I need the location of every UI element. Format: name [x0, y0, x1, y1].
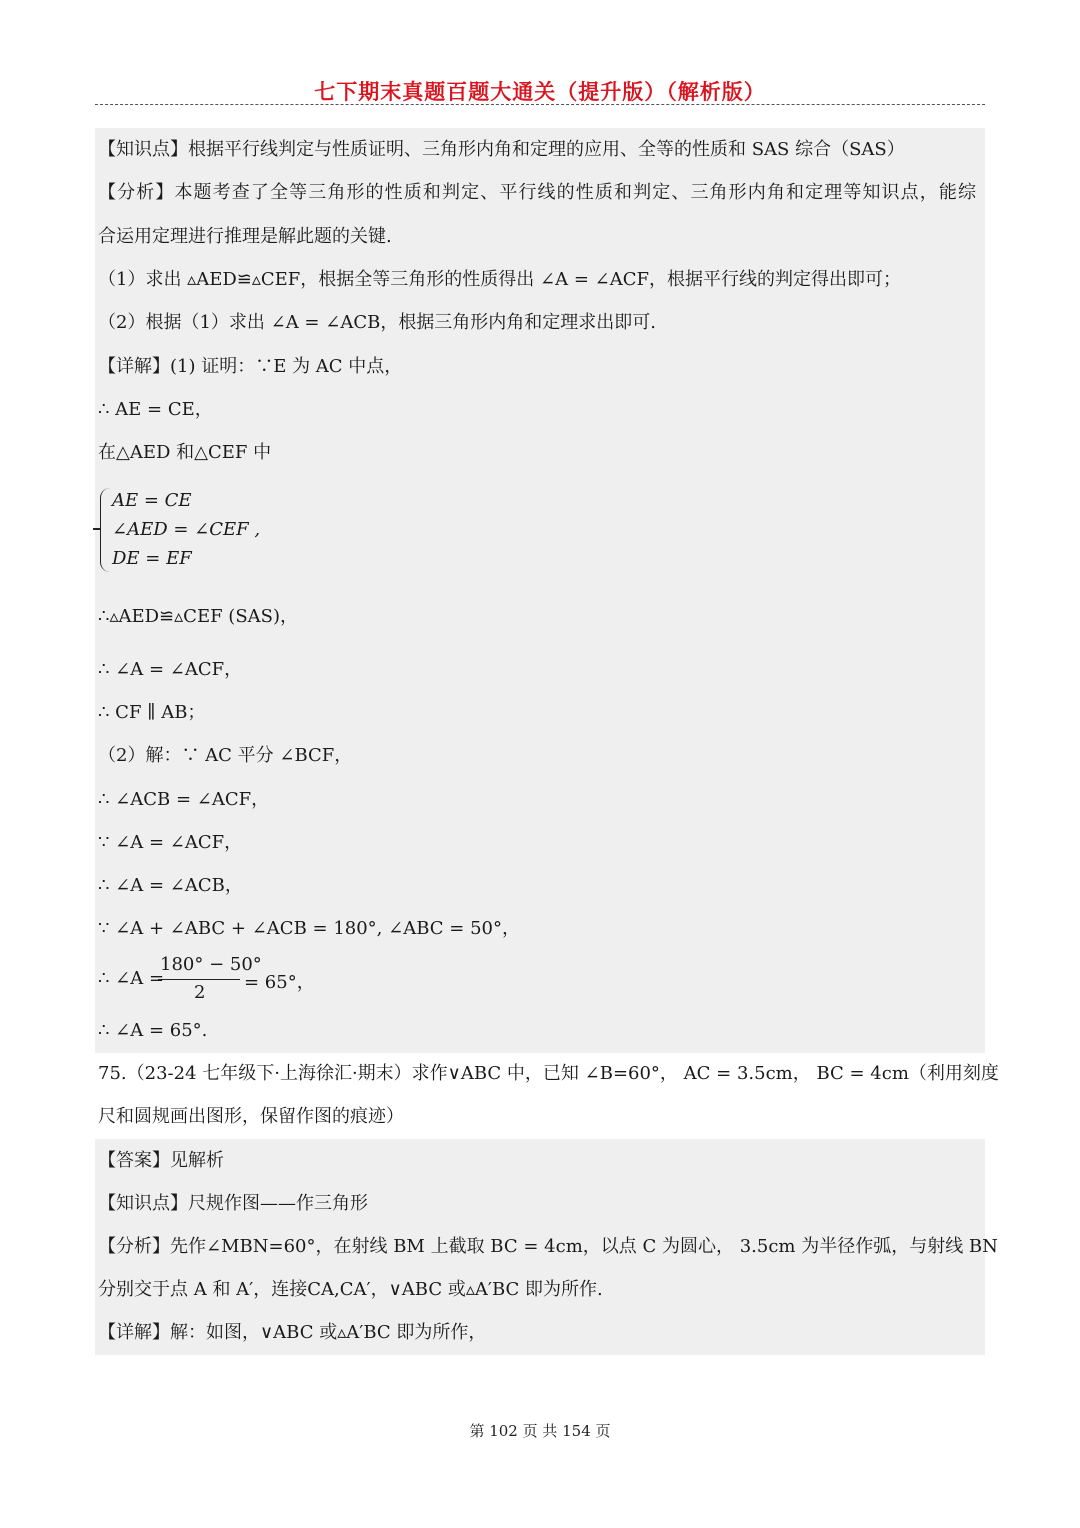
- fraction-rhs: = 65°，: [244, 972, 315, 993]
- analysis-step-1: （1）求出 ▵AED≌▵CEF，根据全等三角形的性质得出 ∠A = ∠ACF，根据平行线的判定得出即可；: [98, 269, 901, 290]
- condition-row: AE = CE: [112, 490, 192, 511]
- document-title: 七下期末真题百题大通关（提升版）（解析版）: [314, 80, 766, 104]
- proof-line: ∴ ∠ACB = ∠ACF，: [98, 789, 270, 810]
- fraction-numerator: 180° − 50°: [160, 954, 262, 975]
- proof-line: ∴ ∠A = ∠ACB，: [98, 875, 243, 896]
- knowledge-point-line: 【知识点】根据平行线判定与性质证明、三角形内角和定理的应用、全等的性质和 SAS 综合（SAS）: [98, 139, 905, 160]
- question-75-line-2: 尺和圆规画出图形，保留作图的痕迹）: [98, 1106, 404, 1127]
- answer-line: 【答案】见解析: [98, 1150, 224, 1171]
- page-number: 第 102 页 共 154 页: [469, 1422, 611, 1440]
- proof-line: ∴▵AED≌▵CEF (SAS)，: [98, 606, 299, 627]
- analysis-line-1: 【分析】先作∠MBN=60°，在射线 BM 上截取 BC = 4cm，以点 C 为圆心， 3.5cm 为半径作弧，与射线 BN: [98, 1236, 998, 1257]
- proof-line: ∵ ∠A + ∠ABC + ∠ACB = 180°, ∠ABC = 50°，: [98, 918, 520, 939]
- proof-line: ∴ CF ∥ AB；: [98, 702, 206, 723]
- analysis-line-2: 分别交于点 A 和 A′，连接CA,CA′，∨ABC 或▵A′BC 即为所作.: [98, 1279, 603, 1300]
- proof-line: ∵ ∠A = ∠ACF，: [98, 832, 243, 853]
- proof-line: 在△AED 和△CEF 中: [98, 442, 272, 463]
- question-75-line-1: 75.（23-24 七年级下·上海徐汇·期末）求作∨ABC 中，已知 ∠B=60°， AC = 3.5cm， BC = 4cm（利用刻度: [98, 1063, 999, 1084]
- fraction-bar: [158, 979, 240, 980]
- fraction-lhs: ∴ ∠A =: [98, 968, 165, 989]
- proof-part-2-start: （2）解：∵ AC 平分 ∠BCF，: [98, 745, 353, 766]
- detail-line: 【详解】解：如图，∨ABC 或▵A′BC 即为所作，: [98, 1322, 487, 1343]
- condition-row: DE = EF: [112, 548, 192, 569]
- solution-panel-74: [95, 128, 985, 1053]
- condition-row: ∠AED = ∠CEF ,: [112, 519, 261, 540]
- detail-proof-start: 【详解】(1) 证明：∵E 为 AC 中点，: [98, 356, 403, 377]
- proof-conclusion: ∴ ∠A = 65°.: [98, 1020, 208, 1041]
- proof-line: ∴ AE = CE，: [98, 399, 213, 420]
- analysis-line-2: 合运用定理进行推理是解此题的关键.: [98, 226, 392, 247]
- proof-line: ∴ ∠A = ∠ACF，: [98, 659, 243, 680]
- analysis-line-1: 【分析】本题考查了全等三角形的性质和判定、平行线的性质和判定、三角形内角和定理等知识点，能综: [98, 182, 976, 203]
- header-divider: [95, 104, 985, 105]
- knowledge-point-line: 【知识点】尺规作图——作三角形: [98, 1193, 368, 1214]
- fraction-denominator: 2: [194, 982, 206, 1003]
- analysis-step-2: （2）根据（1）求出 ∠A = ∠ACB，根据三角形内角和定理求出即可.: [98, 312, 657, 333]
- brace-symbol: [100, 488, 111, 572]
